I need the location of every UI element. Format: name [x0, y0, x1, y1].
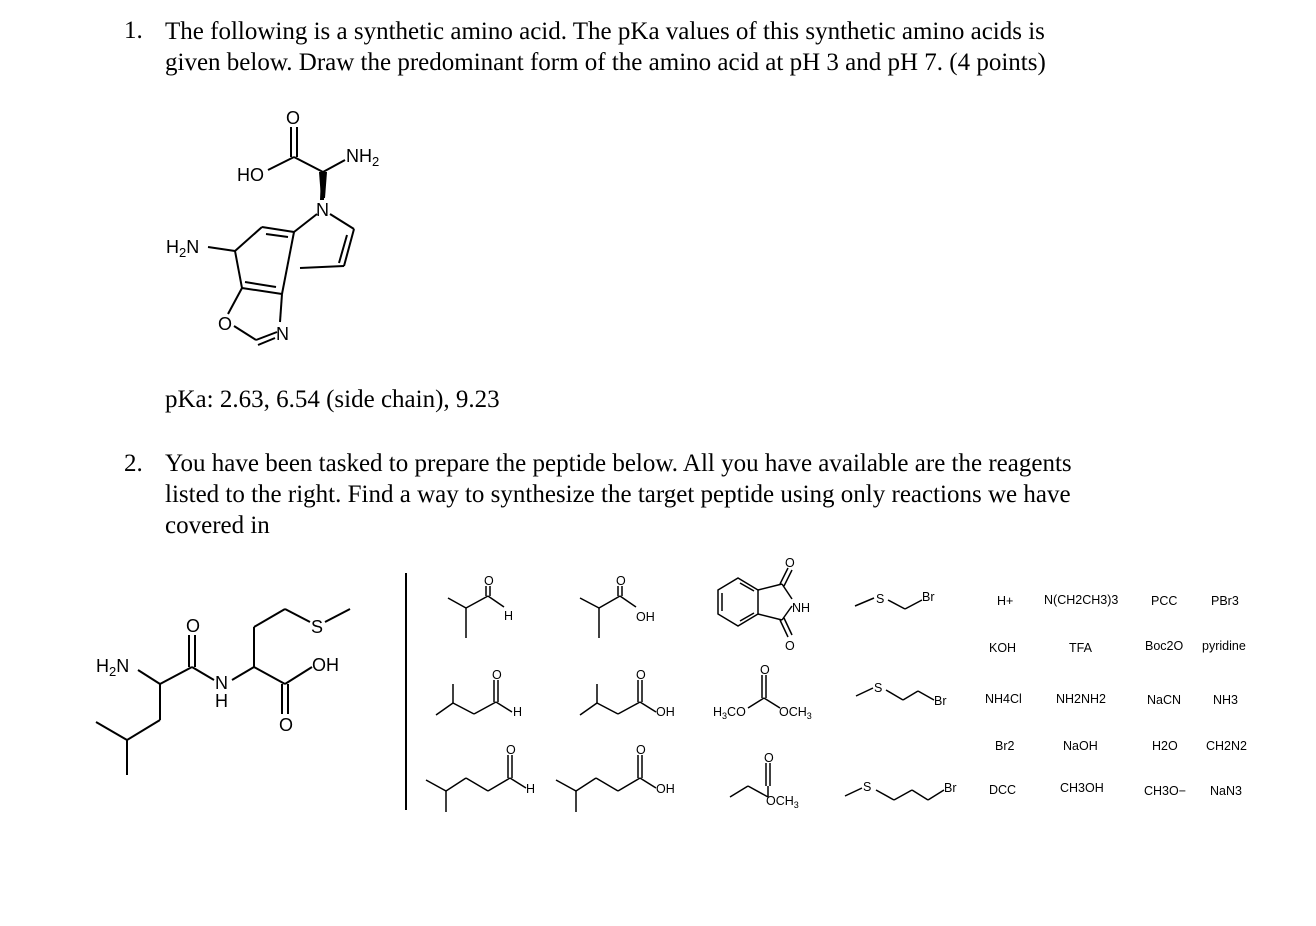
- aldehyde-3-hydrogen-label: H: [526, 782, 536, 796]
- question-2-line-1: You have been tasked to prepare the peptide below. All you have available are the reagents: [165, 450, 1072, 477]
- reagent-r3-c1: NH4Cl: [985, 692, 1022, 706]
- reagent-r5-c1: DCC: [989, 783, 1017, 797]
- amide-nitrogen-label: N: [215, 673, 228, 693]
- thioether-sulfur-label: S: [311, 617, 324, 637]
- hydroxyl-label: HO: [237, 165, 264, 185]
- sulfide-2-bromine-label: Br: [934, 694, 947, 708]
- carbonate-methoxy-right-label: $OCH_3$: [779, 705, 812, 721]
- reagent-r3-c4: NH3: [1213, 693, 1239, 707]
- acid-2-oxygen-label: O: [636, 668, 646, 682]
- reagent-r2-c1: KOH: [989, 641, 1017, 655]
- question-1-line-2: given below. Draw the predominant form of the amino acid at pH 3 and pH 7. (4 points): [165, 49, 1046, 76]
- phthalimide-oxygen-bottom-label: O: [785, 639, 795, 653]
- reagent-r4-c4: CH2N2: [1206, 739, 1247, 753]
- reagent-r5-c4: NaN3: [1210, 784, 1242, 798]
- question-2-number: 2.: [124, 450, 143, 477]
- sulfide-1-sulfur-label: S: [876, 592, 885, 606]
- sulfide-3-sulfur-label: S: [863, 780, 872, 794]
- acid-3-hydroxyl-label: OH: [656, 782, 675, 796]
- reagent-r5-c2: CH3OH: [1060, 781, 1104, 795]
- aldehyde-2-hydrogen-label: H: [513, 705, 523, 719]
- ester-methoxy-label: $OCH_3$: [766, 794, 799, 810]
- reagent-r3-c3: NaCN: [1147, 693, 1182, 707]
- oxazole-oxygen-label: O: [218, 314, 233, 334]
- reagent-r1-c3: PCC: [1151, 594, 1178, 608]
- reagent-r1-c1: H+: [997, 594, 1014, 608]
- reagent-r2-c4: pyridine: [1202, 639, 1246, 653]
- reagent-structure-labels: [484, 556, 957, 810]
- reagent-r1-c4: PBr3: [1211, 594, 1239, 608]
- carbonate-methoxy-left-label: $H_3CO$: [713, 705, 746, 721]
- amide-oxygen-label: O: [186, 616, 201, 636]
- acid-3-oxygen-label: O: [636, 743, 646, 757]
- question-2-line-3: covered in: [165, 512, 270, 539]
- reagent-structures-row-2: [436, 675, 934, 715]
- reagent-r3-c2: NH2NH2: [1056, 692, 1107, 706]
- question-1-line-1: The following is a synthetic amino acid. The pKa values of this synthetic amino acids is: [165, 18, 1045, 45]
- target-peptide-labels: [96, 616, 339, 735]
- aldehyde-3-oxygen-label: O: [506, 743, 516, 757]
- reagent-r4-c2: NaOH: [1063, 739, 1098, 753]
- reagent-r5-c3: CH3O−: [1144, 784, 1187, 798]
- amide-hydrogen-label: H: [215, 691, 228, 711]
- carbonate-oxygen-label: O: [760, 663, 770, 677]
- reagent-r1-c2: N(CH2CH3)3: [1044, 593, 1119, 607]
- reagent-structures-row-1: [448, 568, 922, 638]
- pka-values: pKa: 2.63, 6.54 (side chain), 9.23: [165, 386, 500, 413]
- sulfide-1-bromine-label: Br: [922, 590, 935, 604]
- oxazole-nitrogen-label: N: [276, 324, 289, 344]
- acid-2-hydroxyl-label: OH: [656, 705, 675, 719]
- aldehyde-2-oxygen-label: O: [492, 668, 502, 682]
- aldehyde-1-oxygen-label: O: [484, 574, 494, 588]
- reagent-r2-c2: TFA: [1069, 641, 1092, 655]
- reagent-r2-c3: Boc2O: [1145, 639, 1184, 653]
- acid-hydroxyl-label: OH: [312, 655, 339, 675]
- phthalimide-oxygen-top-label: O: [785, 556, 795, 570]
- alpha-amine-label: $NH_2$: [346, 146, 380, 169]
- acid-oxygen-label: O: [279, 715, 294, 735]
- reagent-r4-c1: Br2: [995, 739, 1015, 753]
- acid-1-hydroxyl-label: OH: [636, 610, 655, 624]
- acid-1-oxygen-label: O: [616, 574, 626, 588]
- question-1-number: 1.: [124, 17, 143, 44]
- sulfide-3-bromine-label: Br: [944, 781, 957, 795]
- aryl-amine-label: $H_2N$: [166, 237, 200, 260]
- phthalimide-nh-label: NH: [792, 601, 811, 615]
- question-2-line-2: listed to the right. Find a way to synthesize the target peptide using only reactions we have: [165, 481, 1071, 508]
- carbonyl-oxygen-label: O: [286, 108, 301, 128]
- aldehyde-1-hydrogen-label: H: [504, 609, 514, 623]
- peptide-amine-label: $H_2N$: [96, 656, 130, 679]
- sulfide-2-sulfur-label: S: [874, 681, 883, 695]
- reagent-r4-c3: H2O: [1152, 739, 1178, 753]
- indole-nitrogen-label: N: [316, 200, 329, 220]
- ester-oxygen-label: O: [764, 751, 774, 765]
